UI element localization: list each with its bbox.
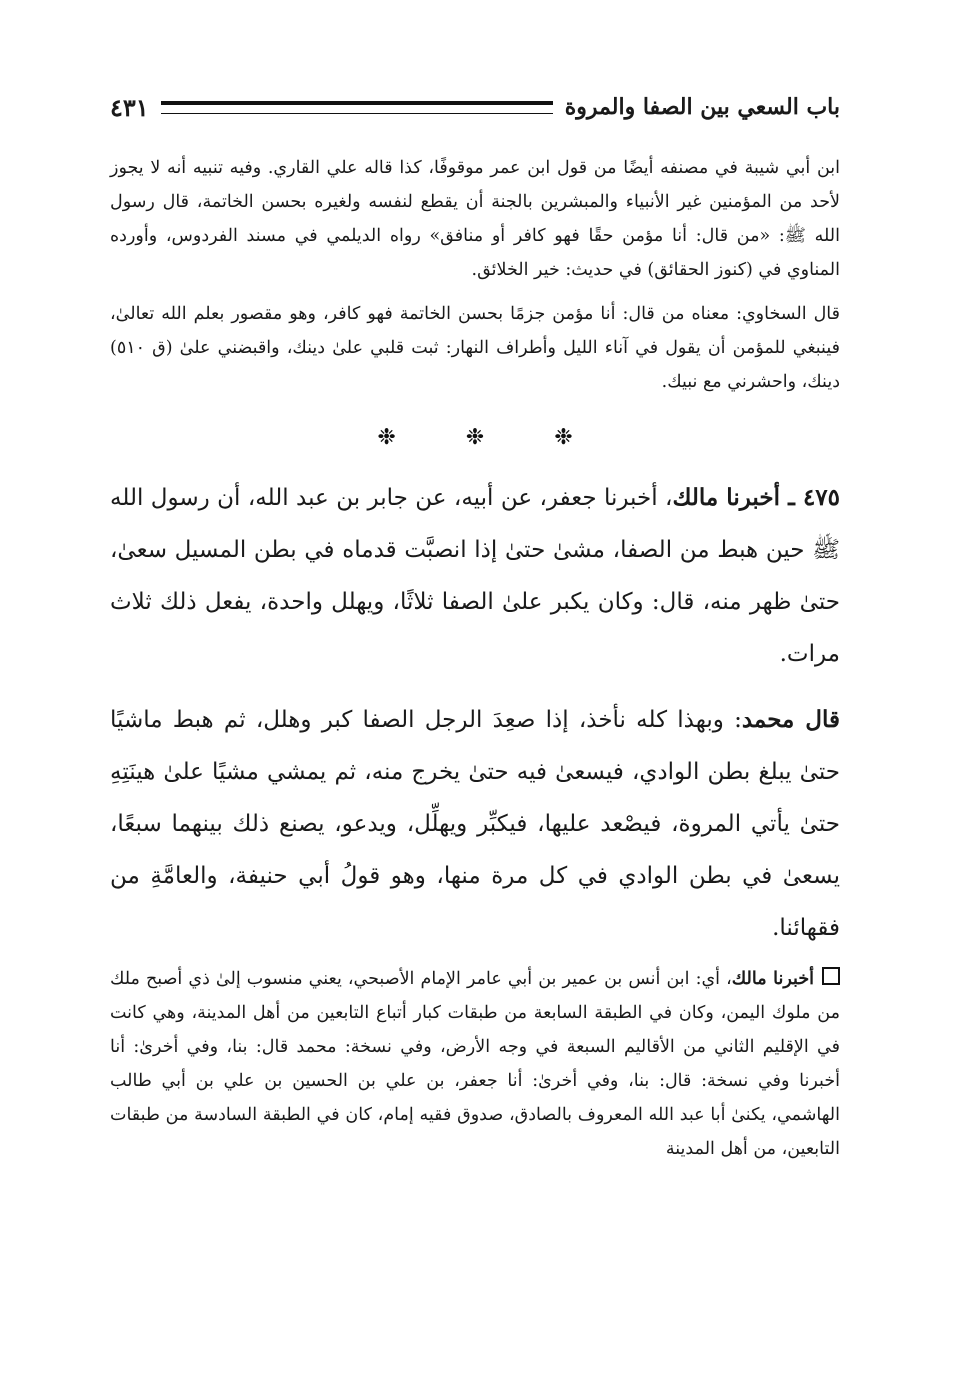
- note-text: ، أي: ابن أنس بن عمير بن أبي عامر الإمام الأصبحي، يعني منسوب إلىٰ ذي أصبح ملك من ملوك اليمن، وكان في الطبقة السابعة من طبقات كبار أتباع التابعين من أهل المدينة، وهي كانت في الإقليم الثاني من الأقاليم السبعة في وجه الأرض، وفي نسخة: محمد قال: بنا، وفي أخرىٰ: أنا أخبرنا وفي نسخة: قال: بنا، وفي أخرىٰ: أنا جعفر، بن علي بن الحسين بن علي بن أبي طالب الهاشمي، يكنىٰ أبا عبد الله المعروف بالصادق، صدوق فقيه إمام، كان في الطبقة السادسة من طبقات التابعين، من أهل المدينة: [110, 969, 840, 1159]
- note-lead: أخبرنا مالك: [731, 969, 814, 989]
- hadith-paragraph: [110, 472, 840, 680]
- page-number: ٤٣١: [110, 92, 149, 122]
- star-ornament-icon: ❉: [465, 425, 485, 450]
- commentary-text: : وبهذا كله نأخذ، إذا صعِدَ الرجل الصفا كبر وهلل، ثم هبط ماشيًا حتىٰ يبلغ بطن الوادي، فيسعىٰ فيه حتىٰ يخرج منه، ثم يمشي مشيًا علىٰ هينَتِهِ حتىٰ يأتي المروة، فيصْعد عليها، فيكبِّر ويهلِّل، ويدعو، يصنع ذلك بينهما سبعًا، يسعىٰ في بطن الوادي في كل مرة منها، وهو قولُ أبي حنيفة، والعامَّةِ من فقهائنا.: [110, 707, 840, 941]
- explanatory-note: [110, 962, 840, 1166]
- preceding-commentary: [110, 151, 840, 399]
- muhammad-commentary-paragraph: [110, 694, 840, 954]
- commentary-lead: قال محمد: [741, 706, 840, 733]
- book-page: [110, 85, 840, 1166]
- star-ornament-icon: ❉: [554, 425, 573, 450]
- star-ornament-icon: ❉: [377, 425, 396, 450]
- commentary-paragraph-1: ابن أبي شيبة في مصنفه أيضًا من قول ابن عمر موقوفًا، كذا قاله علي القاري. وفيه تنبيه أنه لا يجوز لأحد من المؤمنين غير الأنبياء والمبشرين بالجنة أن يقطع لنفسه ولغيره بحسن الخاتمة، قال رسول الله ﷺ: «من قال: أنا مؤمن حقًا فهو كافر أو منافق» رواه الديلمي في مسند الفردوس، وأورده المناوي في (كنوز الحقائق) في حديث: خير الخلائق.: [110, 158, 840, 280]
- running-title: باب السعي بين الصفا والمروة: [564, 94, 840, 120]
- commentary-paragraph-2: قال السخاوي: معناه من قال: أنا مؤمن جزمًا بحسن الخاتمة فهو كافر، وهو مقصور بعلم الله تعالىٰ، فينبغي للمؤمن أن يقول في آناء الليل وأطراف النهار: ثبت قلبي علىٰ دينك، واقبضني علىٰ (ق ٥١٠) دينك، واحشرني مع نبيك.: [110, 304, 840, 392]
- square-bullet-icon: [822, 967, 840, 985]
- page-header: [110, 85, 840, 129]
- hadith-text: ، أخبرنا جعفر، عن أبيه، عن جابر بن عبد الله، أن رسول الله ﷺ حين هبط من الصفا، مشىٰ حتىٰ إذا انصبَّت قدماه في بطن المسيل سعىٰ، حتىٰ ظهر منه، قال: وكان يكبر علىٰ الصفا ثلاثًا، ويهلل واحدة، يفعل ذلك ثلاث مرات.: [110, 485, 840, 667]
- header-rule: [161, 101, 553, 114]
- section-separator: [110, 425, 840, 450]
- hadith-number-lead: ٤٧٥ ـ أخبرنا مالك: [672, 484, 840, 511]
